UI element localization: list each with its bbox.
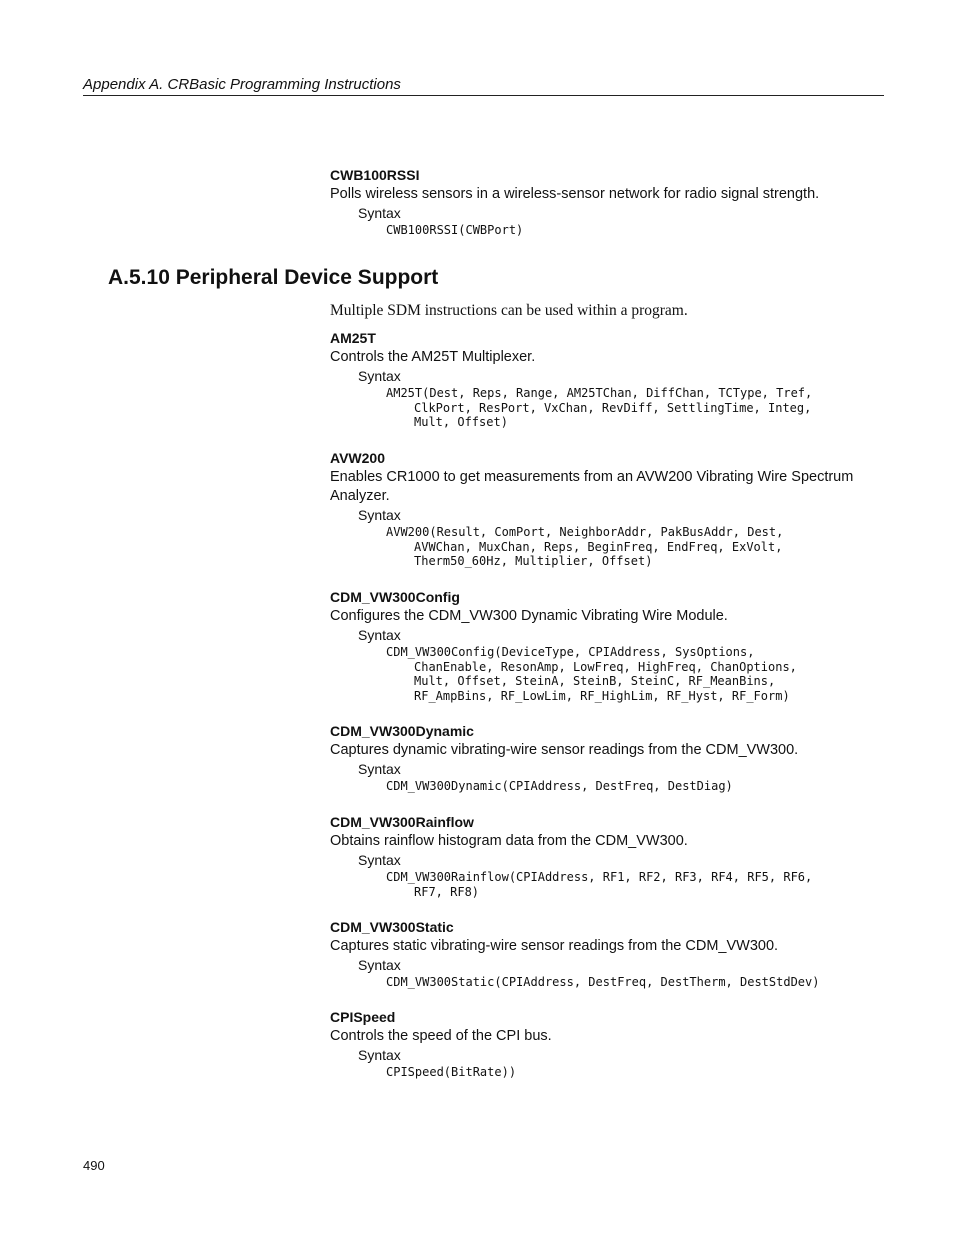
instruction-cdm-vw300dynamic — [330, 722, 870, 794]
code-line: CPISpeed(BitRate)) — [386, 1065, 517, 1079]
instruction-title: CDM_VW300Dynamic — [330, 723, 474, 739]
section-intro: Multiple SDM instructions can be used within a program. — [330, 302, 688, 319]
instruction-title: CDM_VW300Rainflow — [330, 814, 474, 830]
syntax-code — [386, 1065, 870, 1080]
running-header: Appendix A. CRBasic Programming Instructions — [83, 76, 884, 96]
syntax-code — [386, 779, 870, 794]
instruction-title: AM25T — [330, 330, 376, 346]
section-heading: A.5.10 Peripheral Device Support — [108, 266, 439, 289]
page-number: 490 — [83, 1158, 105, 1173]
code-line: ClkPort, ResPort, VxChan, RevDiff, SettlingTime, Integ, — [414, 400, 812, 415]
syntax-label: Syntax — [358, 205, 401, 221]
code-line: AVWChan, MuxChan, Reps, BeginFreq, EndFreq, ExVolt, — [414, 539, 783, 554]
instruction-description: Obtains rainflow histogram data from the CDM_VW300. — [330, 833, 688, 849]
instruction-description: Configures the CDM_VW300 Dynamic Vibrating Wire Module. — [330, 608, 728, 624]
instruction-cpispeed — [330, 1008, 870, 1080]
syntax-code — [386, 975, 870, 990]
syntax-code — [386, 645, 870, 704]
code-line: AM25T(Dest, Reps, Range, AM25TChan, DiffChan, TCType, Tref, — [386, 386, 813, 400]
syntax-label: Syntax — [358, 761, 401, 777]
instruction-title: CPISpeed — [330, 1009, 396, 1025]
syntax-code — [386, 525, 870, 569]
instruction-title: CWB100RSSI — [330, 167, 420, 183]
instruction-cwb100rssi — [330, 166, 870, 238]
syntax-label: Syntax — [358, 957, 401, 973]
syntax-label: Syntax — [358, 507, 401, 523]
instruction-description: Polls wireless sensors in a wireless-sensor network for radio signal strength. — [330, 186, 820, 202]
instruction-title: AVW200 — [330, 450, 385, 466]
code-line: RF_AmpBins, RF_LowLim, RF_HighLim, RF_Hyst, RF_Form) — [414, 689, 790, 704]
instruction-title: CDM_VW300Config — [330, 589, 460, 605]
code-line: CDM_VW300Rainflow(CPIAddress, RF1, RF2, RF3, RF4, RF5, RF6, — [386, 870, 813, 884]
instruction-cdm-vw300config — [330, 588, 870, 704]
syntax-label: Syntax — [358, 368, 401, 384]
code-line: RF7, RF8) — [414, 884, 480, 899]
syntax-code — [386, 223, 870, 238]
syntax-code — [386, 386, 870, 430]
code-line: Therm50_60Hz, Multiplier, Offset) — [414, 554, 653, 569]
syntax-label: Syntax — [358, 627, 401, 643]
code-line: CWB100RSSI(CWBPort) — [386, 223, 524, 237]
instruction-avw200 — [330, 449, 870, 569]
instruction-title: CDM_VW300Static — [330, 919, 454, 935]
code-line: ChanEnable, ResonAmp, LowFreq, HighFreq, ChanOptions, — [414, 659, 797, 674]
instruction-description: Captures static vibrating-wire sensor readings from the CDM_VW300. — [330, 938, 779, 954]
code-line: CDM_VW300Dynamic(CPIAddress, DestFreq, DestDiag) — [386, 779, 733, 793]
syntax-label: Syntax — [358, 1047, 401, 1063]
syntax-code — [386, 870, 870, 899]
code-line: AVW200(Result, ComPort, NeighborAddr, PakBusAddr, Dest, — [386, 525, 784, 539]
instruction-am25t — [330, 329, 870, 430]
instruction-description: Controls the AM25T Multiplexer. — [330, 349, 536, 365]
code-line: CDM_VW300Static(CPIAddress, DestFreq, DestTherm, DestStdDev) — [386, 975, 820, 989]
instruction-cdm-vw300static — [330, 918, 870, 990]
instruction-description: Enables CR1000 to get measurements from an AVW200 Vibrating Wire Spectrum Analyzer. — [330, 469, 854, 504]
instruction-description: Captures dynamic vibrating-wire sensor readings from the CDM_VW300. — [330, 742, 799, 758]
code-line: CDM_VW300Config(DeviceType, CPIAddress, SysOptions, — [386, 645, 755, 659]
instruction-description: Controls the speed of the CPI bus. — [330, 1028, 552, 1044]
code-line: Mult, Offset) — [414, 415, 508, 430]
code-line: Mult, Offset, SteinA, SteinB, SteinC, RF_MeanBins, — [414, 674, 776, 689]
instruction-cdm-vw300rainflow — [330, 813, 870, 899]
syntax-label: Syntax — [358, 852, 401, 868]
